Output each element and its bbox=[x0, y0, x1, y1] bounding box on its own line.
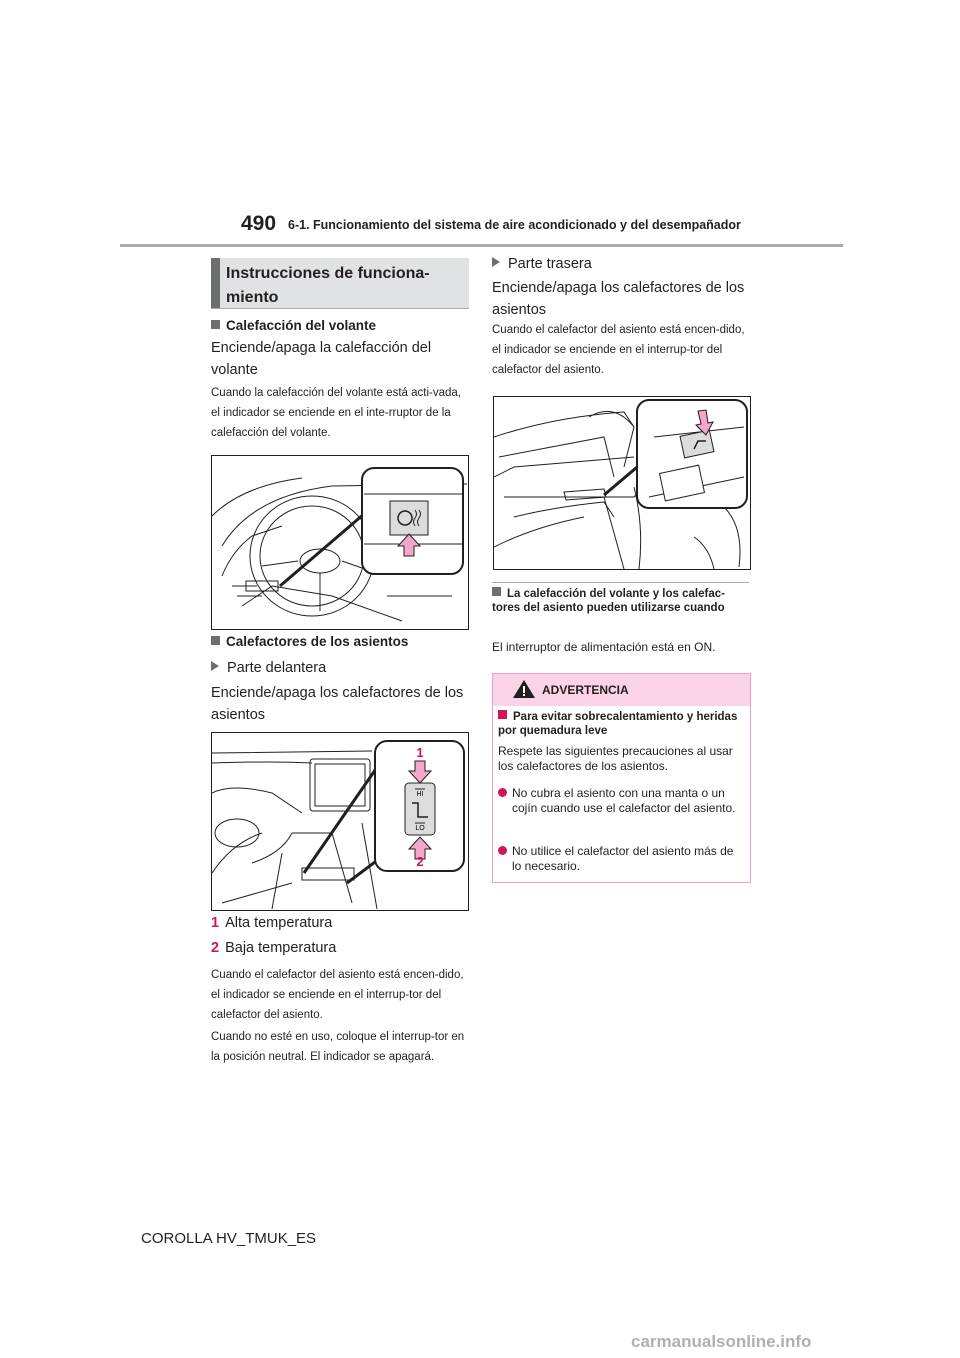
item-low-temp bbox=[211, 937, 336, 959]
header-divider bbox=[120, 244, 843, 247]
rear-label-text: Parte trasera bbox=[508, 256, 592, 272]
front-console-illustration bbox=[212, 733, 468, 910]
seat-heaters-heading bbox=[211, 634, 408, 649]
warning-heading bbox=[498, 710, 743, 738]
item-label: Alta temperatura bbox=[225, 915, 333, 931]
steering-wheel-illustration bbox=[212, 456, 468, 629]
item-number: 2 bbox=[211, 940, 220, 956]
square-bullet-icon bbox=[498, 710, 507, 719]
seat-heater-note-2: Cuando no esté en uso, coloque el interrup-tor en la posición neutral. El indicador se apagará. bbox=[211, 1031, 465, 1063]
triangle-bullet-icon bbox=[211, 661, 219, 671]
rear-note: Cuando el calefactor del asiento está encen-dido, el indicador se enciende en el interrup-tor del calefactor del asiento. bbox=[492, 324, 745, 376]
item-high-temp bbox=[211, 912, 332, 934]
front-label bbox=[211, 657, 326, 679]
warning-triangle-icon bbox=[512, 679, 536, 704]
callout-1: 1 bbox=[416, 745, 424, 760]
usable-heading bbox=[492, 587, 750, 615]
section-title: Instrucciones de funciona-miento bbox=[226, 265, 430, 306]
rear-lead: Enciende/apaga los calefactores de los asientos bbox=[492, 280, 745, 318]
warning-bullet: No utilice el calefactor del asiento más de lo necesario. bbox=[512, 844, 734, 873]
steering-heater-note: Cuando la calefacción del volante está acti-vada, el indicador se enciende en el inte-rruptor de la calefacción del volante. bbox=[211, 387, 461, 439]
front-label-text: Parte delantera bbox=[227, 660, 327, 676]
triangle-bullet-icon bbox=[492, 257, 500, 267]
divider bbox=[492, 582, 749, 583]
bullet-dot-icon bbox=[498, 788, 507, 797]
footer-code: COROLLA HV_TMUK_ES bbox=[141, 1230, 317, 1247]
rear-label bbox=[492, 253, 592, 275]
section-divider bbox=[211, 308, 469, 309]
steering-heater-lead: Enciende/apaga la calefacción del volante bbox=[211, 340, 432, 378]
square-bullet-icon bbox=[211, 320, 220, 329]
steering-heater-heading-text: Calefacción del volante bbox=[226, 318, 377, 333]
seat-heater-note-1: Cuando el calefactor del asiento está encen-dido, el indicador se enciende en el interrup-tor del calefactor del asiento. bbox=[211, 969, 464, 1021]
warning-title: ADVERTENCIA bbox=[542, 683, 629, 697]
item-label: Baja temperatura bbox=[225, 940, 337, 956]
section-heading-bar bbox=[211, 258, 220, 308]
usable-text: El interruptor de alimentación está en ON. bbox=[492, 640, 716, 654]
steering-heater-figure bbox=[211, 455, 469, 630]
warning-heading-text: Para evitar sobrecalentamiento y heridas por quemadura leve bbox=[498, 711, 738, 737]
warning-intro: Respete las siguientes precauciones al usar los calefactores de los asientos. bbox=[498, 744, 733, 773]
seat-heaters-lead: Enciende/apaga los calefactores de los asientos bbox=[211, 685, 464, 723]
square-bullet-icon bbox=[492, 587, 501, 596]
page-number: 490 bbox=[241, 212, 277, 235]
square-bullet-icon bbox=[211, 636, 220, 645]
chapter-title: 6-1. Funcionamiento del sistema de aire acondicionado y del desempañador bbox=[288, 218, 741, 232]
warning-bullet: No cubra el asiento con una manta o un cojín cuando use el calefactor del asiento. bbox=[512, 786, 736, 815]
rear-seat-heater-figure bbox=[493, 396, 751, 570]
seat-heaters-heading-text: Calefactores de los asientos bbox=[226, 634, 409, 649]
rear-door-illustration bbox=[494, 397, 750, 569]
callout-2: 2 bbox=[416, 854, 424, 869]
lo-label: LO bbox=[415, 825, 425, 832]
hi-label: HI bbox=[416, 791, 424, 798]
watermark: carmanualsonline.info bbox=[631, 1332, 812, 1351]
bullet-dot-icon bbox=[498, 846, 507, 855]
front-seat-heater-figure bbox=[211, 732, 469, 911]
item-number: 1 bbox=[211, 915, 220, 931]
steering-heater-heading bbox=[211, 318, 376, 333]
usable-heading-text: La calefacción del volante y los calefac-tores del asiento pueden utilizarse cuando bbox=[492, 588, 725, 614]
